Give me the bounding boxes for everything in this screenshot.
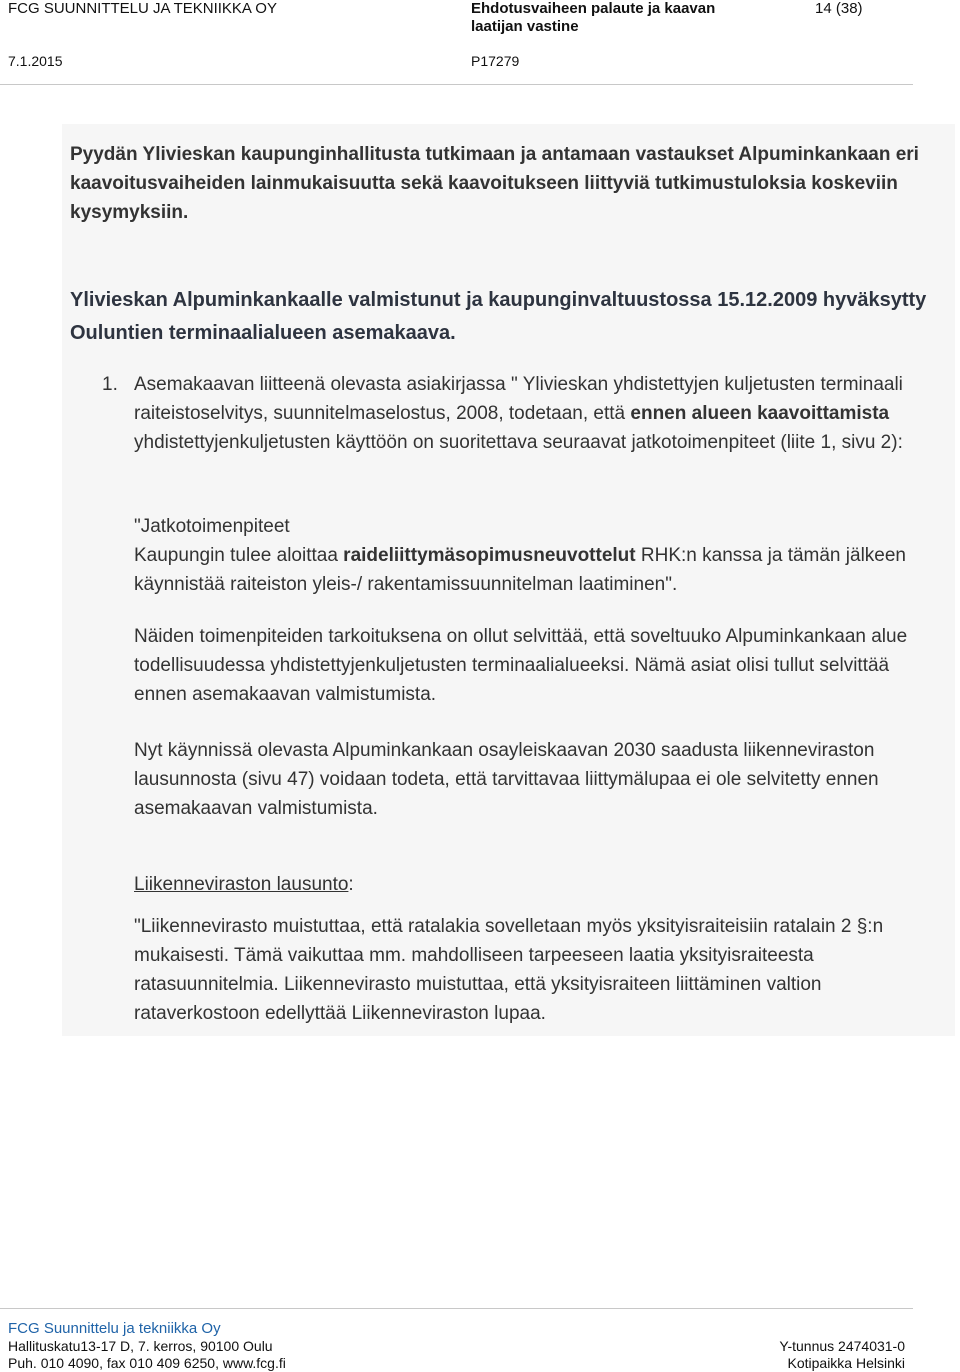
header-project-number: P17279 bbox=[471, 53, 520, 69]
footer-address: Hallituskatu13-17 D, 7. kerros, 90100 Oulu bbox=[8, 1338, 273, 1354]
footer-company: FCG Suunnittelu ja tekniikka Oy bbox=[8, 1320, 221, 1337]
paragraph-statement: Nyt käynnissä olevasta Alpuminkankaan osayleiskaavan 2030 saadusta liikenneviraston lausunnosta (sivu 47) voidaan todeta, että tarvittavaa liittymälupaa ei ole selvitetty ennen asemakaavan valmistumista. bbox=[134, 740, 879, 819]
liikennevirasto-heading-text: Liikenneviraston lausunto bbox=[134, 874, 349, 895]
liikennevirasto-heading bbox=[134, 870, 354, 899]
intro-paragraph: Pyydän Ylivieskan kaupunginhallitusta tutkimaan ja antamaan vastaukset Alpuminkankaan eri kaavoitusvaiheiden lainmukaisuutta sekä kaavoitukseen liittyviä tutkimustuloksia koskeviin kysymyksiin. bbox=[70, 144, 919, 223]
scanned-letter-excerpt bbox=[62, 124, 955, 1036]
quote-title: "Jatkotoimenpiteet bbox=[134, 516, 290, 537]
list-item-bold: ennen alueen kaavoittamista bbox=[630, 403, 890, 424]
liikennevirasto-quote: "Liikennevirasto muistuttaa, että ratalakia sovelletaan myös yksityisraiteisiin ratalain 2 §:n mukaisesti. Tämä vaikuttaa mm. mahdolliseen tarpeeseen laatia yksityisraiteesta ratasuunnitelmia. Liikennevirasto muistuttaa, että yksityisraiteen liittäminen valtion rataverkostoon edellyttää Liikenneviraston lupaa. bbox=[134, 916, 884, 1024]
header-date: 7.1.2015 bbox=[8, 53, 63, 69]
footer-divider bbox=[0, 1308, 913, 1309]
quote-block bbox=[134, 512, 934, 599]
footer-business-id: Y-tunnus 2474031-0 bbox=[779, 1338, 905, 1354]
list-item-text-a: Asemakaavan liitteenä olevasta asiakirjassa " Ylivieskan yhdistettyjen kuljetusten terminaali raiteistoselvitys, suunnitelmaselostus, 2008, todetaan, että bbox=[134, 374, 903, 424]
footer-domicile: Kotipaikka Helsinki bbox=[787, 1355, 905, 1371]
paragraph-purpose: Näiden toimenpiteiden tarkoituksena on ollut selvittää, että soveltuuko Alpuminkankaan alue todellisuudessa yhdistettyjenkuljetusten terminaalialueeksi. Nämä asiat olisi tullut selvittää ennen asemakaavan valmistumista. bbox=[134, 626, 908, 705]
list-item-number: 1. bbox=[102, 374, 118, 395]
section-heading: Ylivieskan Alpuminkankaalle valmistunut ja kaupunginvaltuustossa 15.12.2009 hyväksytty Ouluntien terminaalialueen asemakaava. bbox=[70, 289, 927, 344]
header-divider bbox=[0, 84, 913, 85]
quote-bold: raideliittymäsopimusneuvottelut bbox=[343, 545, 636, 566]
list-item-text-b: yhdistettyjenkuljetusten käyttöön on suoritettava seuraavat jatkotoimenpiteet (liite 1, sivu 2): bbox=[134, 432, 903, 453]
header-company: FCG SUUNNITTELU JA TEKNIIKKA OY bbox=[8, 0, 277, 17]
header-document-title: Ehdotusvaiheen palaute ja kaavan laatijan vastine bbox=[471, 0, 716, 35]
quote-text bbox=[134, 541, 934, 599]
list-item-text bbox=[134, 370, 934, 457]
header-page-number: 14 (38) bbox=[815, 0, 863, 17]
footer-contact: Puh. 010 4090, fax 010 409 6250, www.fcg.fi bbox=[8, 1355, 286, 1371]
liikennevirasto-heading-colon: : bbox=[348, 874, 354, 895]
quote-text-b: RHK:n kanssa ja tämän jälkeen käynnistää raiteiston yleis-/ rakentamissuunnitelman laatiminen". bbox=[134, 545, 906, 595]
quote-text-a: Kaupungin tulee aloittaa bbox=[134, 545, 344, 566]
